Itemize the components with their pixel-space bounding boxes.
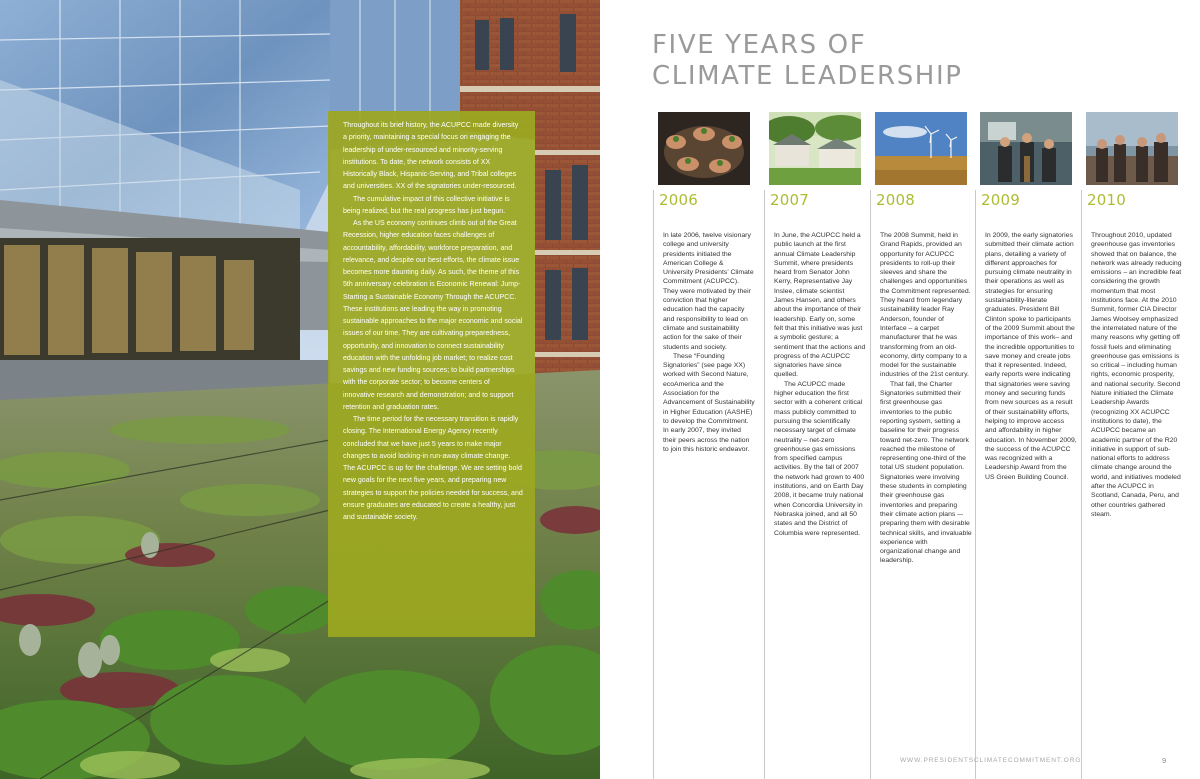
timeline-year: 2006: [659, 191, 698, 209]
timeline-paragraph: These “Founding Signatories” (see page XX) worked with Second Nature, ecoAmerica and the Association for the Advancement of Sustainability in Higher Education (AASHE) to develop the Commitment. In early 2007, they invited their peers across the nation to join this historic endeavor.: [663, 352, 755, 453]
timeline-divider: [764, 190, 765, 779]
timeline-year: 2008: [876, 191, 915, 209]
page-title: [652, 30, 1172, 92]
intro-paragraph: Throughout its brief history, the ACUPCC made diversity a priority, maintaining a special focus on engaging the leadership of under-resourced and minority-serving institutions. To date, the network consists of XX Historically Black, Hispanic-Serving, and Tribal colleges and universities. XX of the signatories under-resourced.: [343, 122, 519, 191]
timeline-year: 2007: [770, 191, 809, 209]
timeline-paragraph: In 2009, the early signatories submitted their climate action plans, detailing a variety of different approaches for pursuing climate neutrality in their operations as well as strategies for ensuring sustainability-literate graduates. President Bill Clinton spoke to participants of the 2009 Summit about the importance of this work– and the incredible opportunities to save money and create jobs that it represented. Indeed, early reports were indicating that signatories were saving money and securing funds from new sources as a result of their sustainability efforts, helping to improve access and affordability in higher education. In November 2009, the success of the ACUPCC was recognized with a Leadership Award from the US Green Building Council.: [985, 232, 1077, 481]
footer-url: WWW.PRESIDENTSCLIMATECOMMITMENT.ORG: [900, 757, 1082, 764]
page-number: 9: [1162, 756, 1167, 765]
wind-turbines-photo: [875, 112, 967, 185]
waterfront-group-photo: [1086, 112, 1178, 185]
page-title-line-2: CLIMATE LEADERSHIP: [652, 61, 963, 91]
timeline-divider: [975, 190, 976, 779]
timeline-paragraph: Throughout 2010, updated greenhouse gas inventories showed that on balance, the network was already reducing emissions – an incredible feat considering the growth momentum that most institutions face. At the 2010 Summit, former CIA Director James Woolsey emphasized the interrelated nature of the many reasons why getting off fossil fuels and eliminating greenhouse gas emissions is so critical – including human rights, economic prosperity, and national security. Second Nature initiated the Climate Leadership Awards (recognizing XX ACUPCC institutions to date), the ACUPCC became an academic partner of the R20 initiative in support of sub-national efforts to address climate change around the world, and initiatives modeled after the ACUPCC in Scotland, Canada, Peru, and other countries gathered steam.: [1091, 232, 1182, 518]
timeline-column-2006: [653, 112, 757, 453]
timeline-text: [663, 231, 755, 454]
timeline-text: [1091, 231, 1183, 519]
page-title-line-1: FIVE YEARS OF: [652, 30, 867, 60]
timeline-divider: [653, 190, 654, 779]
summit-speakers-photo: [980, 112, 1072, 185]
timeline-text: [774, 231, 866, 538]
timeline-divider: [870, 190, 871, 779]
timeline-paragraph: In June, the ACUPCC held a public launch at the first annual Climate Leadership Summit, where presidents heard from Senator John Kerry, Representative Jay Inslee, climate scientist James Hansen, and others about the importance of their leadership. Early on, some felt that this initiative was just a symbolic gesture; a sentiment that the actions and progress of the ACUPCC signatories have since quelled.: [774, 232, 866, 379]
timeline-column-2008: [870, 112, 974, 565]
timeline-divider: [1081, 190, 1082, 779]
intro-text-box: [328, 111, 535, 637]
timeline-paragraph: The 2008 Summit, held in Grand Rapids, provided an opportunity for ACUPCC presidents to roll-up their sleeves and share the challenges and opportunities the Commitment represented. They heard from legendary sustainability leader Ray Anderson, founder of Interface – a carpet manufacturer that he was transforming from an old-economy, dirty company to a model for the sustainable industries of the 21st century.: [880, 232, 971, 379]
timeline-paragraph: The ACUPCC made higher education the first sector with a coherent critical mass publicly committed to pursuing the scientifically necessary target of climate neutrality – net-zero greenhouse gas emissions from specified campus activities. By the fall of 2007 the network had grown to 400 institutions, and on Earth Day 2008, it became truly national when Concordia University in Nebraska joined, and all 50 states and the District of Columbia were represented.: [774, 380, 865, 537]
intro-paragraph: The time period for the necessary transition is rapidly closing. The International Energy Agency recently concluded that we have just 5 years to make major changes to avoid locking-in run-away climate change. The ACUPCC is up for the challenge. We are setting bold new goals for the next five years, and preparing new strategies to support the policies needed for success, and ensure graduates are educated to create a healthy, just and sustainable society.: [343, 416, 523, 521]
timeline-paragraph: That fall, the Charter Signatories submitted their first greenhouse gas inventories to the public reporting system, setting a baseline for their progress toward net-zero. The network reached the milestone of representing one-third of the total US student population. Signatories were involving these students in completing their greenhouse gas inventories and preparing their climate action plans –- preparing them with desirable technical skills, and invaluable experience with organizational change and leadership.: [880, 380, 972, 565]
hands-holding-seedlings-photo: [658, 112, 750, 185]
timeline-column-2009: [975, 112, 1079, 481]
timeline-column-2010: [1081, 112, 1185, 518]
timeline-paragraph: In late 2006, twelve visionary college and university presidents initiated the American College & University Presidents’ Climate Commitment (ACUPCC). They were motivated by their conviction that higher education had the capacity and responsibility to lead on climate and sustainability action for the sake of their students and society.: [663, 232, 754, 351]
timeline-column-2007: [764, 112, 868, 537]
timeline-text: [985, 231, 1077, 482]
intro-paragraph: The cumulative impact of this collective initiative is being realized, but the real progress has just begun.: [343, 195, 510, 215]
timeline-year: 2010: [1087, 191, 1126, 209]
timeline-year: 2009: [981, 191, 1020, 209]
timeline-text: [880, 231, 972, 566]
intro-paragraph: As the US economy continues climb out of the Great Recession, higher education faces challenges of accountability, affordability, workforce preparation, and relevance, and despite our best efforts, the climate issue becomes more daunting daily. As such, the theme of this 5th anniversary celebration is Economic Renewal: Jump-Starting a Sustainable Economy Through the ACUPCC. These institutions are leading the way in promoting sustainable approaches to the major economic and social issues of our time. They are cultivating preparedness, opportunity, and innovation to connect sustainability education with the unfolding job market; to realize cost savings and new funding sources; to build partnerships with the corporate sector; to become centers of innovative research and demonstration; and to support retention and graduation rates.: [343, 220, 523, 411]
campus-buildings-photo: [769, 112, 861, 185]
